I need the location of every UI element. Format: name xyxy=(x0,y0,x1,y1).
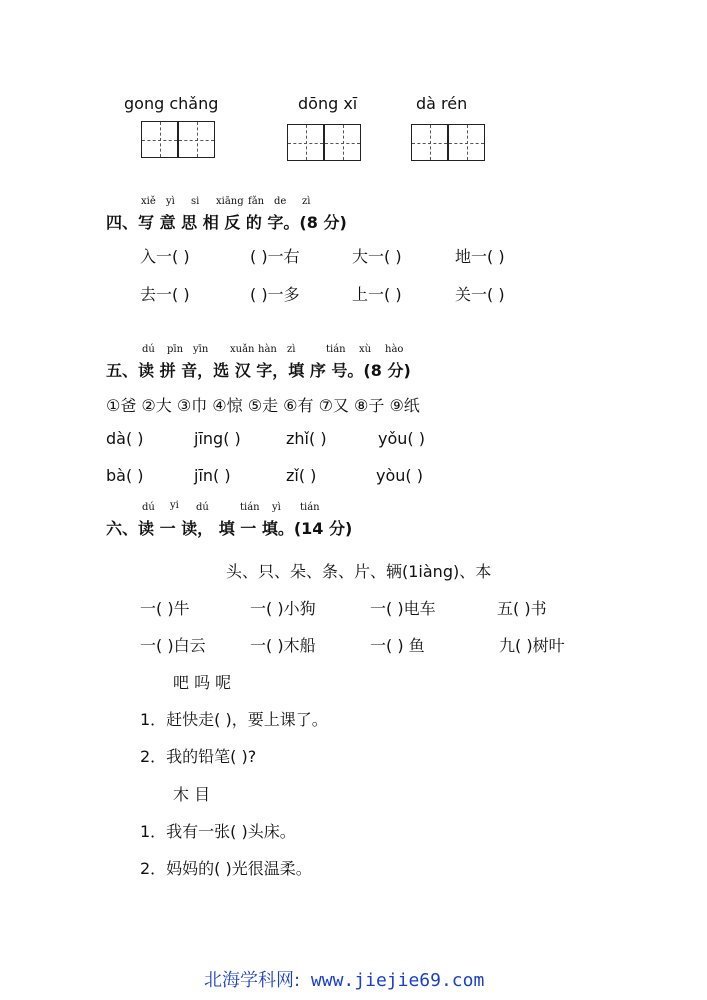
writing-box[interactable] xyxy=(287,124,324,161)
s6-item[interactable]: 一( ) 鱼 xyxy=(370,636,425,655)
footer xyxy=(204,966,484,992)
s6-item[interactable]: 九( )树叶 xyxy=(499,636,565,655)
section4 xyxy=(106,196,347,233)
writing-box[interactable] xyxy=(411,124,448,161)
ruby-hao: hào xyxy=(385,344,404,355)
s5-item[interactable]: zǐ( ) xyxy=(286,466,317,485)
ruby-fan: fǎn xyxy=(248,196,265,207)
section5 xyxy=(106,344,411,381)
s5-item[interactable]: bà( ) xyxy=(106,466,144,485)
section5-heading: 五、读 拼 音，选 汉 字，填 序 号。(8 分) xyxy=(106,361,411,380)
section4-heading: 四、写 意 思 相 反 的 字。(8 分) xyxy=(106,213,347,232)
s6-word-bank: 头、只、朵、条、片、辆(1iàng)、本 xyxy=(226,562,492,581)
s6-item[interactable]: 五( )书 xyxy=(497,599,547,618)
s4-item[interactable]: 关一( ) xyxy=(455,285,505,304)
section6 xyxy=(106,500,353,539)
s6-question[interactable]: 2．我的铅笔( )? xyxy=(140,747,257,766)
s5-item[interactable]: jīn( ) xyxy=(194,466,231,485)
ruby-xu: xù xyxy=(359,344,372,355)
ruby-tian2: tián xyxy=(300,502,320,513)
ruby-xie: xiě xyxy=(141,196,156,207)
footer-url[interactable]: www.jiejie69.com xyxy=(310,970,485,991)
s6-item[interactable]: 一( )白云 xyxy=(140,636,206,655)
s6-question[interactable]: 1．我有一张( )头床。 xyxy=(140,822,296,841)
s6-item[interactable]: 一( )木船 xyxy=(250,636,316,655)
pinyin-dongxi: dōng xī xyxy=(298,94,358,113)
pinyin-daren: dà rén xyxy=(416,94,468,113)
ruby-tian: tián xyxy=(326,344,346,355)
s5-item[interactable]: zhǐ( ) xyxy=(286,429,327,448)
writing-box[interactable] xyxy=(141,121,178,158)
s4-item[interactable]: ( )一右 xyxy=(250,247,300,266)
s4-item[interactable]: 大一( ) xyxy=(352,247,402,266)
s6-item[interactable]: 一( )电车 xyxy=(370,599,436,618)
ruby-xuan: xuǎn xyxy=(230,344,255,355)
ruby-pin: pīn xyxy=(167,344,184,355)
s4-item[interactable]: 上一( ) xyxy=(352,285,402,304)
ruby-zi: zì xyxy=(287,344,296,355)
ruby-si: si xyxy=(191,196,200,207)
s6-particles: 吧 吗 呢 xyxy=(173,673,232,692)
ruby-yi: yi xyxy=(170,500,179,511)
s4-item[interactable]: 地一( ) xyxy=(455,247,505,266)
s6-chars: 木 目 xyxy=(173,785,211,804)
footer-site-name: 北海学科网: xyxy=(204,970,301,991)
s5-item[interactable]: dà( ) xyxy=(106,429,144,448)
s6-question[interactable]: 1．赶快走( )，要上课了。 xyxy=(140,710,328,729)
s6-question[interactable]: 2．妈妈的( )光很温柔。 xyxy=(140,859,312,878)
section6-heading: 六、读 一 读， 填 一 填。(14 分) xyxy=(106,519,353,538)
ruby-de: de xyxy=(274,196,287,207)
s5-item[interactable]: yǒu( ) xyxy=(378,429,425,448)
ruby-xiang: xiāng xyxy=(216,196,244,207)
s5-options: ①爸 ②大 ③巾 ④惊 ⑤走 ⑥有 ⑦又 ⑧子 ⑨纸 xyxy=(106,396,420,415)
s6-item[interactable]: 一( )牛 xyxy=(140,599,190,618)
writing-box[interactable] xyxy=(448,124,485,161)
ruby-zi: zì xyxy=(302,196,311,207)
writing-box[interactable] xyxy=(178,121,215,158)
s5-item[interactable]: jīng( ) xyxy=(194,429,241,448)
s4-item[interactable]: 入一( ) xyxy=(140,247,190,266)
s4-item[interactable]: 去一( ) xyxy=(140,285,190,304)
ruby-han: hàn xyxy=(258,344,277,355)
pinyin-gongchang: gong chǎng xyxy=(124,94,219,113)
ruby-du2: dú xyxy=(196,502,209,513)
ruby-tian: tián xyxy=(240,502,260,513)
ruby-du: dú xyxy=(142,344,155,355)
s4-item[interactable]: ( )一多 xyxy=(250,285,300,304)
ruby-du: dú xyxy=(142,502,155,513)
s6-item[interactable]: 一( )小狗 xyxy=(250,599,316,618)
ruby-yi: yì xyxy=(166,196,175,207)
s5-item[interactable]: yòu( ) xyxy=(376,466,423,485)
ruby-yin: yīn xyxy=(193,344,209,355)
ruby-yi2: yì xyxy=(272,502,281,513)
writing-box[interactable] xyxy=(324,124,361,161)
